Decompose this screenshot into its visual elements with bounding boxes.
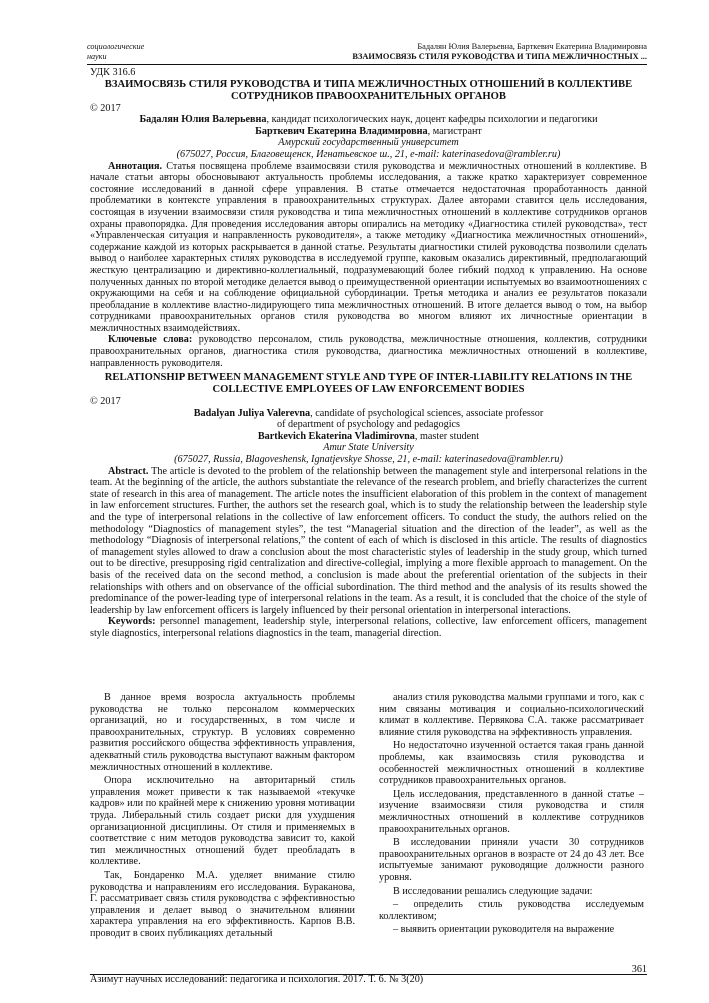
ru-article-title: ВЗАИМОСВЯЗЬ СТИЛЯ РУКОВОДСТВА И ТИПА МЕЖЛИЧНОСТНЫХ ОТНОШЕНИЙ В КОЛЛЕКТИВЕ СОТРУДНИКОВ ПРАВООХРАНИТЕЛЬНЫХ ОРГАНОВ — [104, 78, 633, 102]
journal-footer: Азимут научных исследований: педагогика и психология. 2017. Т. 6. № 3(20) — [90, 974, 424, 985]
udk-code: УДК 316.6 — [90, 67, 136, 78]
header-short-title: ВЗАИМОСВЯЗЬ СТИЛЯ РУКОВОДСТВА И ТИПА МЕЖЛИЧНОСТНЫХ ... — [352, 52, 647, 61]
en-university: Amur State University — [323, 442, 414, 454]
en-copyright: © 2017 — [90, 396, 121, 407]
ru-author-2-info: , магистрант — [427, 125, 482, 137]
ru-keywords — [90, 334, 647, 369]
ru-author-1-info: , кандидат психологических наук, доцент кафедры психологии и педагогики — [266, 114, 598, 126]
en-section — [90, 372, 647, 639]
ru-university: Амурский государственный университет — [278, 137, 459, 149]
header-divider — [87, 64, 647, 65]
section-label — [87, 42, 144, 61]
en-article-title: RELATIONSHIP BETWEEN MANAGEMENT STYLE AND TYPE OF INTER-LIABILITY RELATIONS IN THE COLLECTIVE EMPLOYEES OF LAW ENFORCEMENT BODIES — [104, 372, 633, 395]
ru-section — [90, 67, 647, 369]
header-authors: Бадалян Юлия Валерьевна, Барткевич Екатерина Владимировна — [417, 42, 647, 51]
en-address: (675027, Russia, Blagoveshensk, Ignatjevskye Shosse, 21, e-mail: katerinasedova@rambler.ru) — [174, 453, 563, 465]
ru-keywords-text: руководство персоналом, стиль руководства, межличностные отношения, коллектив, сотрудники правоохранительных органов, диагностика стиля руководства, диагностика межличностных отношений в коллективе, направленность руководителя. — [90, 334, 647, 369]
header-article-info — [352, 42, 647, 62]
ru-author-1 — [90, 114, 647, 126]
body-list-item: – выявить ориентации руководителя на выражение — [393, 924, 615, 936]
en-author-1-info: , candidate of psychological sciences, associate professor — [310, 407, 544, 419]
body-paragraph: Опора исключительно на авторитарный стиль управления может привести к так называемой «текучке кадров» или по крайней мере к снижению уровня мотивации труда. Либеральный стиль создает риски для ухудшения организационной дисциплины. От стиля и применяемых в соответствие с ним методов руководства зависит то, какой тип межличностных отношений будет преобладать в коллективе. — [90, 775, 355, 868]
ru-author-1-name: Бадалян Юлия Валерьевна — [139, 114, 267, 126]
ru-abstract-label: Аннотация. — [108, 160, 163, 172]
body-paragraph: Так, Бондаренко М.А. уделяет внимание стилю руководства и направлениям его исследования. Бураканова, Г. рассматривает связь стиля руководства с эффективностью управления и делает вывод о значительном влиянии характера управления на его эффективность. Карпов В.В. проводит в своих публикациях детальный — [90, 869, 355, 939]
body-paragraph: В исследовании приняли участи 30 сотрудников правоохранительных органов в возрасте от 24 до 43 лет. Все испытуемые занимают руководящие должности разного уровня. — [379, 837, 644, 883]
ru-abstract — [90, 161, 647, 335]
en-abstract — [90, 466, 647, 617]
section-label-line1: социологические — [87, 42, 145, 51]
en-keywords-text: personnel management, leadership style, interpersonal relations, collective, law enforcement officers, management style diagnostics, interpersonal relations diagnostics in the team, managerial direction. — [90, 616, 647, 639]
body-paragraph: Цель исследования, представленного в данной статье – изучение взаимосвязи стиля руководства и стиля межличностных отношений в коллективе сотрудников правоохранительных органов. — [379, 788, 644, 835]
en-author-1-name: Badalyan Juliya Valerevna — [193, 407, 311, 419]
body-list-item: – определить стиль руководства исследуемым коллективом; — [379, 899, 644, 922]
en-abstract-label: Abstract. — [108, 465, 149, 477]
en-author-2 — [90, 431, 647, 443]
body-paragraph: В исследовании решались следующие задачи: — [393, 885, 593, 897]
en-author-1 — [90, 408, 647, 420]
body-paragraph: анализ стиля руководства малыми группами и того, как с ним связаны мотивация и социально-психологический климат в коллективе. Первякова С.А. также рассматривает влияние стиля руководства на эффективность управления. — [379, 692, 644, 738]
en-author-1-dept: of department of psychology and pedagogics — [276, 419, 461, 431]
en-abstract-text: The article is devoted to the problem of the relationship between the management style and interpersonal relations in the team. At the beginning of the article, the authors substantiate the relevance of the research problem, and briefly characterizes the current state of research in this area of management. The article notes the insufficient elaboration of this problem in the context of management in law enforcement structures. Further, the authors set the research goal, which is to study the relationship between the leadership style and the type of interpersonal relations in the collective of law enforcement officers. To conduct the study, the authors relied on the methodology “Diagnostics of management styles”, the test “Managerial situation and the direction of the leader”, as well as the methodology “Diagnosis of interpersonal relations,” the content of each of which is disclosed in this article. The results of diagnostics of management styles allowed to draw a conclusion about the most characteristic styles of leadership in the study group, which turned out to be directive, presupposing rigid centralization and directive-collegial, implying a more flexible approach to management. On the basis of the received data on the second method, a conclusion is made about the preferential orientation of the subjects in their relationships with others and on observance of the official subordination. The third method and the analysis of its results showed the predominance of the power-leading type of interpersonal relations in the team. As a result, it is concluded that the choice of the style of leadership by law enforcement officers is largely influenced by their personal orientation in interpersonal interactions. — [90, 465, 647, 616]
ru-abstract-text: Статья посвящена проблеме взаимосвязи стиля руководства и межличностных отношений в коллективе. В начале статьи авторы обосновывают актуальность проблемы исследования, а также кратко характеризует современное состояние исследований в данной сфере управления. В статье отмечается недостаточная проработанность данной проблематики в контексте управления в правоохранительных структурах. Далее авторами ставится цель исследования, состоящая в изучении взаимосвязи стиля руководства и типа межличностных отношений в коллективе сотрудников органов охраны правопорядка. Для проведения исследования авторы опирались на методику «Диагностика стилей руководства», тест «Управленческая ситуация и направленность руководителя», а также методику «Диагностика межличностных отношений», содержание каждой из которых раскрывается в данной статье. Результаты диагностики стилей руководства позволили сделать вывод о наиболее характерных стилях руководства в исследуемой группе, каковым оказались директивный, предполагающий жесткую централизацию и директивно-коллегиальный, подразумевающий более гибкий подход к управлению. На основе полученных данных по второй методике делается вывод о преимущественной ориентации испытуемых во взаимоотношениях с окружающими на себя и на соблюдение официальной субординации. Третья методика и анализ ее результатов показали преобладание в коллективе властно-лидирующего типа межличностных отношений. В итоге делается вывод о том, на выбор сотрудниками правоохранительных органов стиля руководства во многом влияют их личностные ориентации в межличностных взаимодействиях. — [90, 160, 647, 334]
section-label-line2: науки — [87, 51, 107, 61]
body-right-column — [379, 692, 644, 938]
en-keywords — [90, 616, 647, 639]
page-number: 361 — [631, 964, 647, 975]
running-header — [87, 40, 647, 66]
body-paragraph: В данное время возросла актуальность проблемы руководства не только персоналом коммерческих организаций, но и государственных, в том числе и правоохранительных, структур. В условиях современно развития российского общества эффективность управления, адекватный стиль руководства выступают важным фактором межличностных отношений в коллективе. — [90, 692, 355, 773]
ru-keywords-label: Ключевые слова: — [108, 334, 193, 346]
ru-address: (675027, Россия, Благовещенск, Игнатьевское ш., 21, e-mail: katerinasedova@rambler.ru) — [176, 148, 561, 160]
en-author-2-info: , master student — [414, 430, 480, 442]
ru-copyright: © 2017 — [90, 102, 121, 114]
en-keywords-label: Keywords: — [108, 616, 156, 628]
ru-author-2 — [90, 126, 647, 138]
ru-author-2-name: Барткевич Екатерина Владимировна — [255, 125, 428, 137]
body-paragraph: Но недостаточно изученной остается такая грань данной проблемы, как взаимосвязь стиля руководства и особенностей межличностных отношений в коллективе сотрудников правоохранительных органов. — [379, 740, 644, 787]
body-left-column — [90, 692, 355, 941]
en-author-2-name: Bartkevich Ekaterina Vladimirovna — [257, 430, 415, 442]
